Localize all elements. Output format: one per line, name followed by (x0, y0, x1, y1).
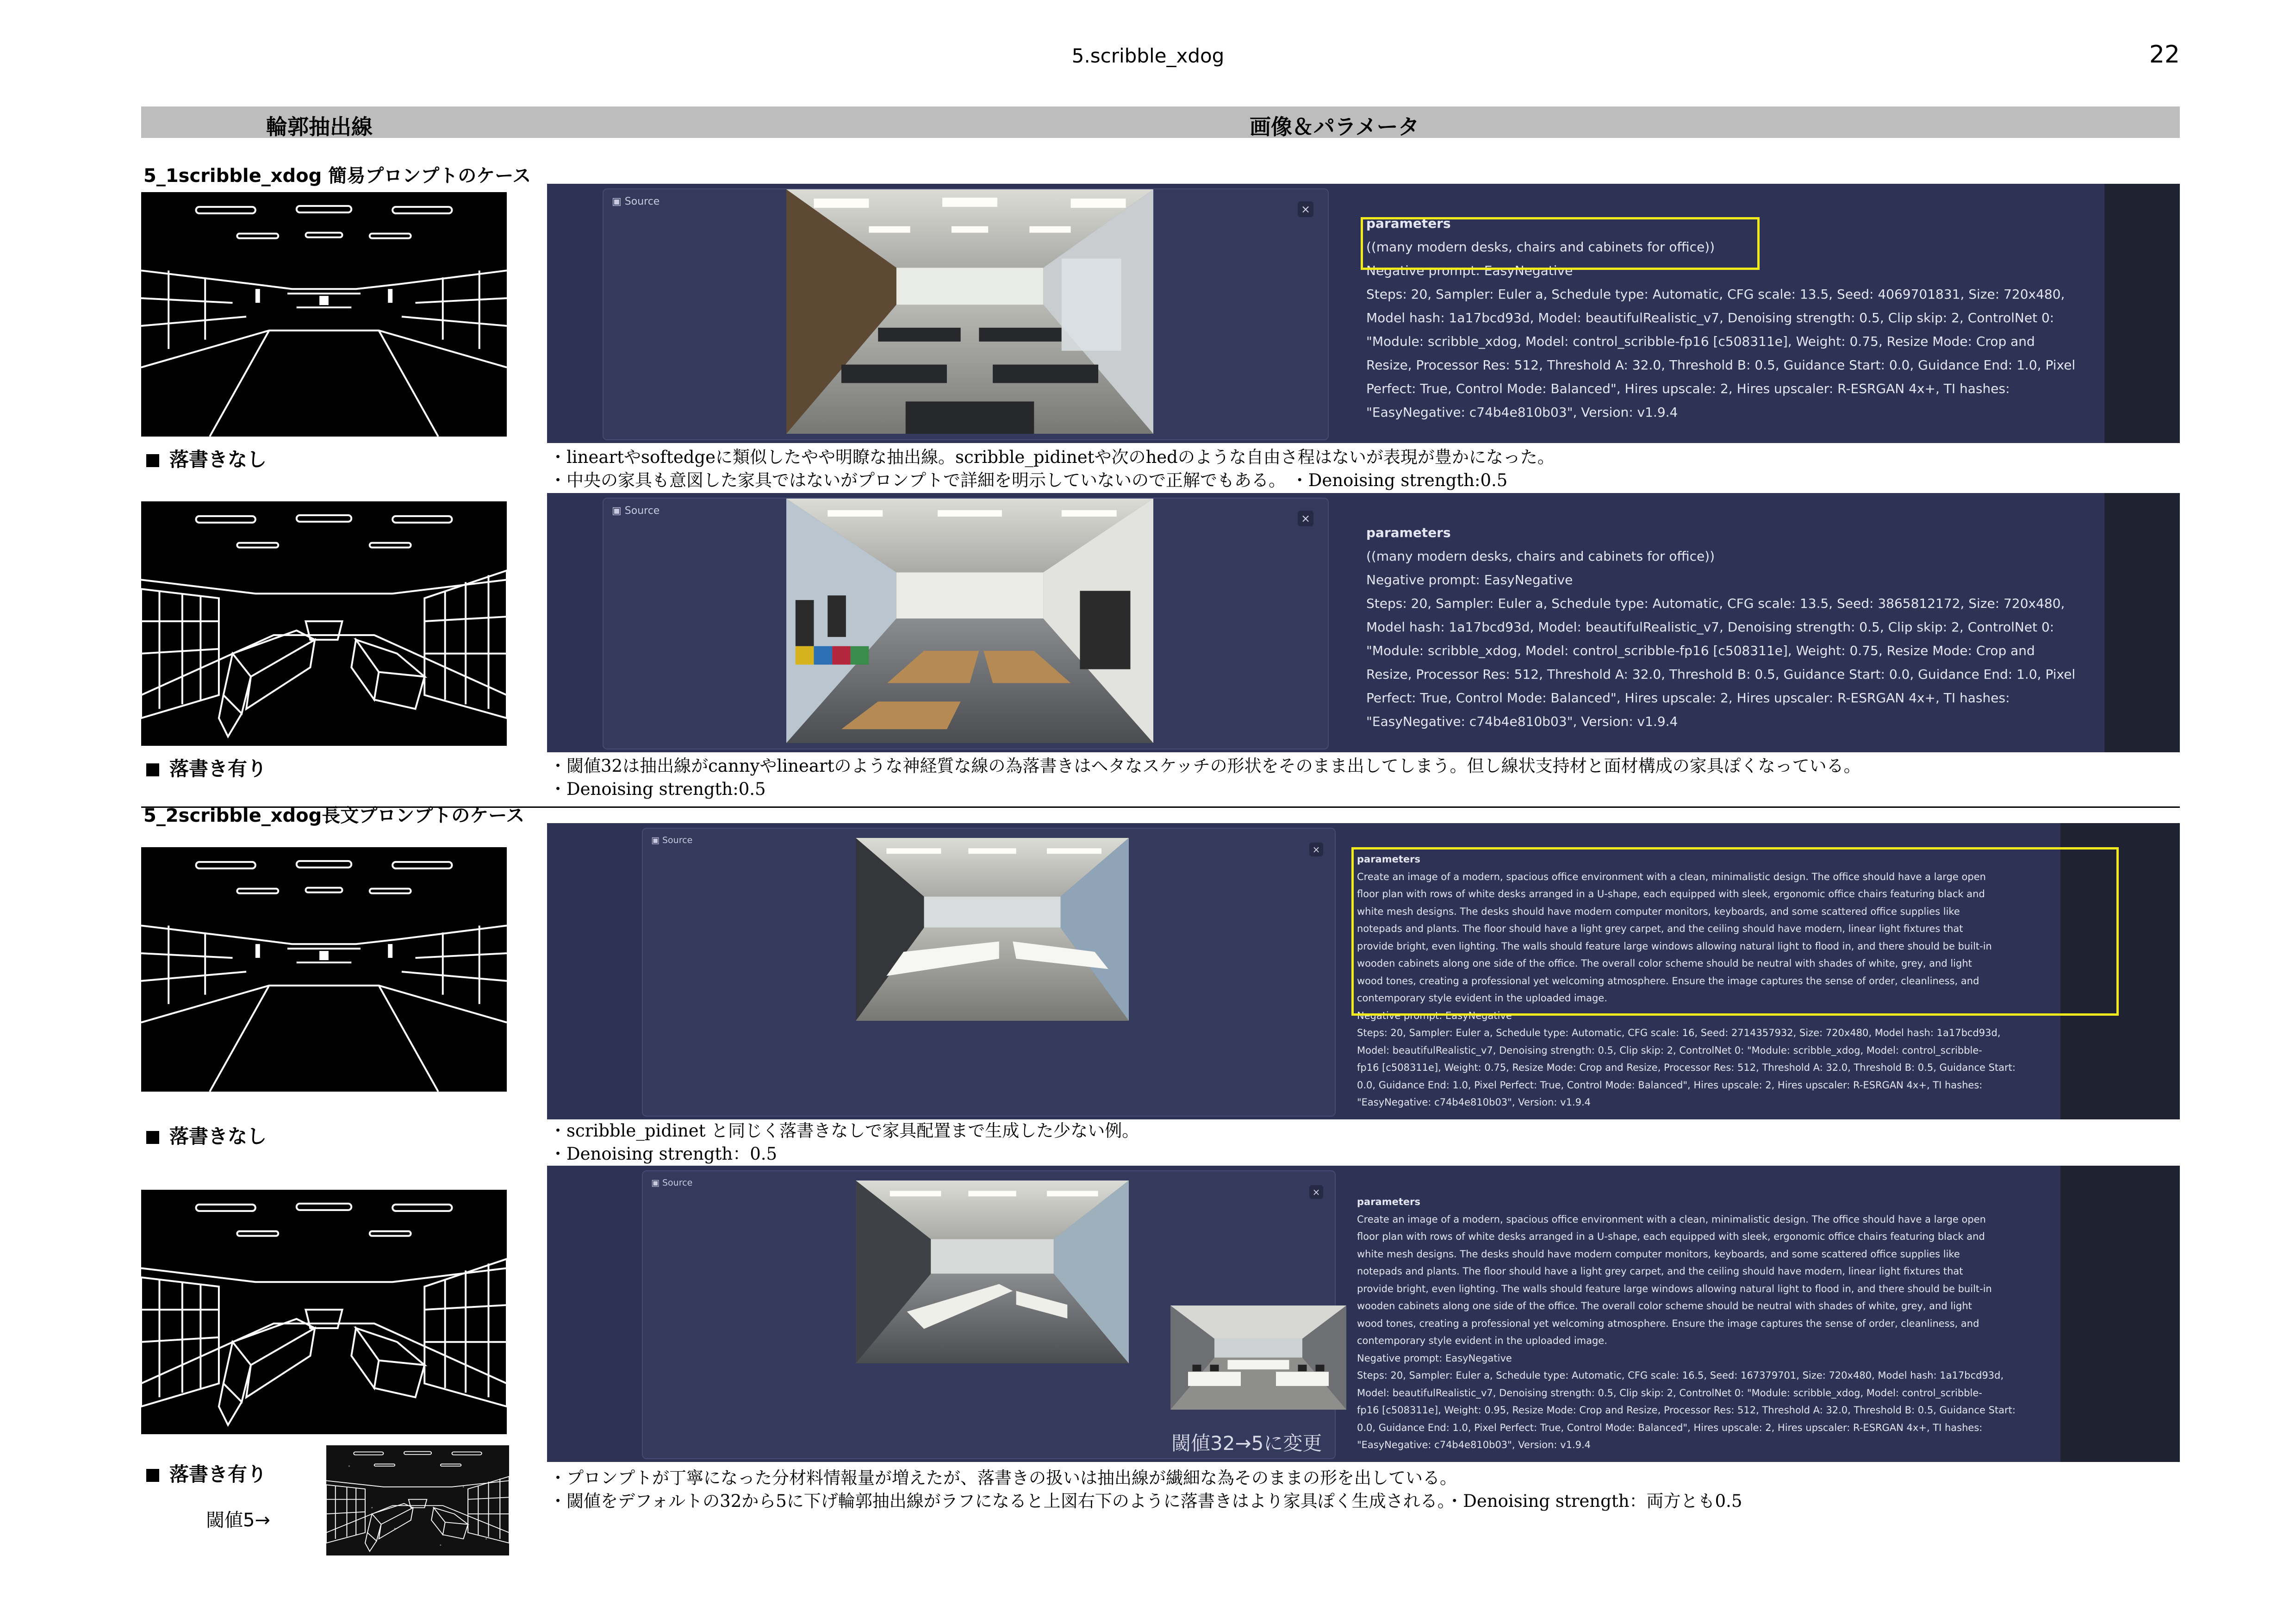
prompt-text: ((many modern desks, chairs and cabinets for office)) (1366, 549, 1715, 564)
note-line: ・Denoising strength：0.5 (549, 1144, 778, 1164)
generated-image (856, 1181, 1129, 1363)
note-line: ・閾値32は抽出線がcannyやlineartのような神経質な線の為落書きはヘタなスケッチの形状をそのまま出してしまう。但し線状支持材と面材構成の家具ぽくなっている。 (549, 756, 1861, 776)
contour-image (141, 847, 507, 1092)
parameters-heading: parameters (1366, 216, 1451, 231)
close-icon[interactable]: × (1298, 201, 1313, 217)
parameters-heading: parameters (1357, 1196, 1420, 1207)
contour-image (141, 501, 507, 746)
page-number: 22 (2149, 41, 2180, 69)
case-label: 落書き有り (146, 754, 267, 781)
result-panel (547, 184, 2180, 443)
source-label: ▣ Source (612, 196, 660, 207)
threshold-label: 閾値5→ (206, 1510, 270, 1531)
close-icon[interactable]: × (1309, 843, 1323, 856)
note-line: ・lineartやsoftedgeに類似したやや明瞭な抽出線。scribble_pidinetや次のhedのような自由さ程はないが表現が豊かになった。 (549, 447, 1555, 467)
section-title: 5_2scribble_xdog長文プロンプトのケース (143, 805, 525, 826)
close-icon[interactable]: × (1309, 1185, 1323, 1199)
parameters-text: parameters Create an image of a modern, spacious office environment with a clean, minimalistic design. The office should have a large open floor plan with rows of white desks arranged in a U-shape, each equipped with sleek, ergonomic office chairs featuring black and white mesh designs. The desks should have modern computer monitors, keyboards, and some scattered office supplies like notepads and plants. The floor should have a light grey carpet, and the ceiling should have modern, linear light fixtures that provide bright, even lighting. The walls should feature large windows allowing natural light to flood in, and there should be built-in wooden cabinets along one side of the office. The overall color scheme should be neutral with shades of white, grey, and light wood tones, creating a professional yet welcoming atmosphere. Ensure the image captures the sense of order, cleanliness, and contemporary style evident in the uploaded image. Negative prompt: EasyNegative Steps: 20, Sampler: Euler a, Schedule type: Automatic, CFG scale: 16.5, Seed: 167379701, Size: 720x480, Model hash: 1a17bcd93d, Model: beautifulRealistic_v7, Denoising strength: 0.5, Clip skip: 2, ControlNet 0: "Module: scribble_xdog, Model: control_scribble- fp16 [c508311e], Weight: 0.95, Resize Mode: Crop and Resize, Processor Res: 512, Threshold A: 32.0, Threshold B: 0.5, Guidance Start: 0.0, Guidance End: 1.0, Pixel Perfect: True, Control Mode: Balanced", Hires upscale: 2, Hires upscaler: R-ESRGAN 4x+, TI hashes: "EasyNegative: c74b4e810b03", Version: v1.9.4 (1357, 1193, 2051, 1454)
case-label: 落書きなし (146, 444, 267, 472)
note-line: ・閾値をデフォルトの32から5に下げ輪郭抽出線がラフになると上図右下のように落書きはより家具ぽく生成される。・Denoising strength：両方とも0.5 (549, 1491, 1742, 1511)
note-line: ・Denoising strength:0.5 (549, 779, 766, 799)
generated-image (786, 189, 1153, 434)
threshold-5-result-image (1170, 1305, 1346, 1410)
source-image-box (603, 498, 1329, 750)
source-image-box (603, 188, 1329, 440)
case-label: 落書きなし (146, 1121, 267, 1149)
image-icon: ▣ (651, 1178, 662, 1188)
page-title: 5.scribble_xdog (1071, 44, 1225, 67)
parameters-heading: parameters (1357, 854, 1420, 865)
parameters-text: parameters Create an image of a modern, spacious office environment with a clean, minimalistic design. The office should have a large open floor plan with rows of white desks arranged in a U-shape, each equipped with sleek, ergonomic office chairs featuring black and white mesh designs. The desks should have modern computer monitors, keyboards, and some scattered office supplies like notepads and plants. The floor should have a light grey carpet, and the ceiling should have modern, linear light fixtures that provide bright, even lighting. The walls should feature large windows allowing natural light to flood in, and there should be built-in wooden cabinets along one side of the office. The overall color scheme should be neutral with shades of white, grey, and light wood tones, creating a professional yet welcoming atmosphere. Ensure the image captures the sense of order, cleanliness, and contemporary style evident in the uploaded image. Negative prompt: EasyNegative Steps: 20, Sampler: Euler a, Schedule type: Automatic, CFG scale: 16, Seed: 2714357932, Size: 720x480, Model hash: 1a17bcd93d, Model: beautifulRealistic_v7, Denoising strength: 0.5, Clip skip: 2, ControlNet 0: "Module: scribble_xdog, Model: control_scribble- fp16 [c508311e], Weight: 0.75, Resize Mode: Crop and Resize, Processor Res: 512, Threshold A: 32.0, Threshold B: 0.5, Guidance Start: 0.0, Guidance End: 1.0, Pixel Perfect: True, Control Mode: Balanced", Hires upscale: 2, Hires upscaler: R-ESRGAN 4x+, TI hashes: "EasyNegative: c74b4e810b03", Version: v1.9.4 (1357, 851, 2051, 1112)
close-icon[interactable]: × (1298, 511, 1313, 526)
prompt-highlight (1361, 217, 1760, 270)
parameters-text: parameters ((many modern desks, chairs and cabinets for office)) Negative prompt: EasyNegative Steps: 20, Sampler: Euler a, Schedule type: Automatic, CFG scale: 13.5, Seed: 3865812172, Size: 720x480, Model hash: 1a17bcd93d, Model: beautifulRealistic_v7, Denoising strength: 0.5, Clip skip: 2, ControlNet 0: "Module: scribble_xdog, Model: control_scribble-fp16 [c508311e], Weight: 0.75, Resize Mode: Crop and Resize, Processor Res: 512, Threshold A: 32.0, Threshold B: 0.5, Guidance Start: 0.0, Guidance End: 1.0, Pixel Perfect: True, Control Mode: Balanced", Hires upscale: 2, Hires upscaler: R-ESRGAN 4x+, TI hashes: "EasyNegative: c74b4e810b03", Version: v1.9.4 (1366, 521, 2097, 733)
case-label: 落書き有り (146, 1459, 267, 1487)
column-header-right: 画像＆パラメータ (1250, 114, 1419, 139)
source-label: ▣ Source (651, 835, 693, 845)
contour-image (141, 192, 507, 437)
threshold-change-caption: 閾値32→5に変更 (1171, 1432, 1322, 1455)
generated-image (856, 838, 1129, 1021)
prompt-text: ((many modern desks, chairs and cabinets for office)) (1366, 239, 1715, 255)
prompt-highlight (1351, 847, 2119, 1016)
section-title: 5_1scribble_xdog 簡易プロンプトのケース (143, 165, 531, 187)
result-panel (547, 493, 2180, 752)
contour-image (141, 1190, 507, 1434)
threshold-5-image (326, 1445, 509, 1555)
image-icon: ▣ (612, 505, 625, 517)
note-line: ・中央の家具も意図した家具ではないがプロンプトで詳細を明示していないので正解でもある。 ・Denoising strength:0.5 (549, 470, 1508, 490)
result-panel (547, 1166, 2180, 1462)
source-image-box (642, 1170, 1336, 1459)
parameters-heading: parameters (1366, 525, 1451, 540)
result-panel (547, 823, 2180, 1119)
source-image-box (642, 828, 1336, 1117)
generated-image (786, 499, 1153, 743)
image-icon: ▣ (651, 835, 662, 845)
column-header-bar (141, 106, 2180, 138)
column-header-left: 輪郭抽出線 (266, 114, 373, 139)
source-label: ▣ Source (651, 1178, 693, 1188)
parameters-text: parameters ((many modern desks, chairs and cabinets for office)) Negative prompt: EasyNegative Steps: 20, Sampler: Euler a, Schedule type: Automatic, CFG scale: 13.5, Seed: 4069701831, Size: 720x480, Model hash: 1a17bcd93d, Model: beautifulRealistic_v7, Denoising strength: 0.5, Clip skip: 2, ControlNet 0: "Module: scribble_xdog, Model: control_scribble-fp16 [c508311e], Weight: 0.75, Resize Mode: Crop and Resize, Processor Res: 512, Threshold A: 32.0, Threshold B: 0.5, Guidance Start: 0.0, Guidance End: 1.0, Pixel Perfect: True, Control Mode: Balanced", Hires upscale: 2, Hires upscaler: R-ESRGAN 4x+, TI hashes: "EasyNegative: c74b4e810b03", Version: v1.9.4 (1366, 212, 2097, 424)
source-label: ▣ Source (612, 505, 660, 517)
note-line: ・scribble_pidinet と同じく落書きなしで家具配置まで生成した少ない例。 (549, 1121, 1139, 1141)
note-line: ・プロンプトが丁寧になった分材料情報量が増えたが、落書きの扱いは抽出線が繊細な為そのままの形を出している。 (549, 1468, 1457, 1488)
image-icon: ▣ (612, 196, 625, 207)
